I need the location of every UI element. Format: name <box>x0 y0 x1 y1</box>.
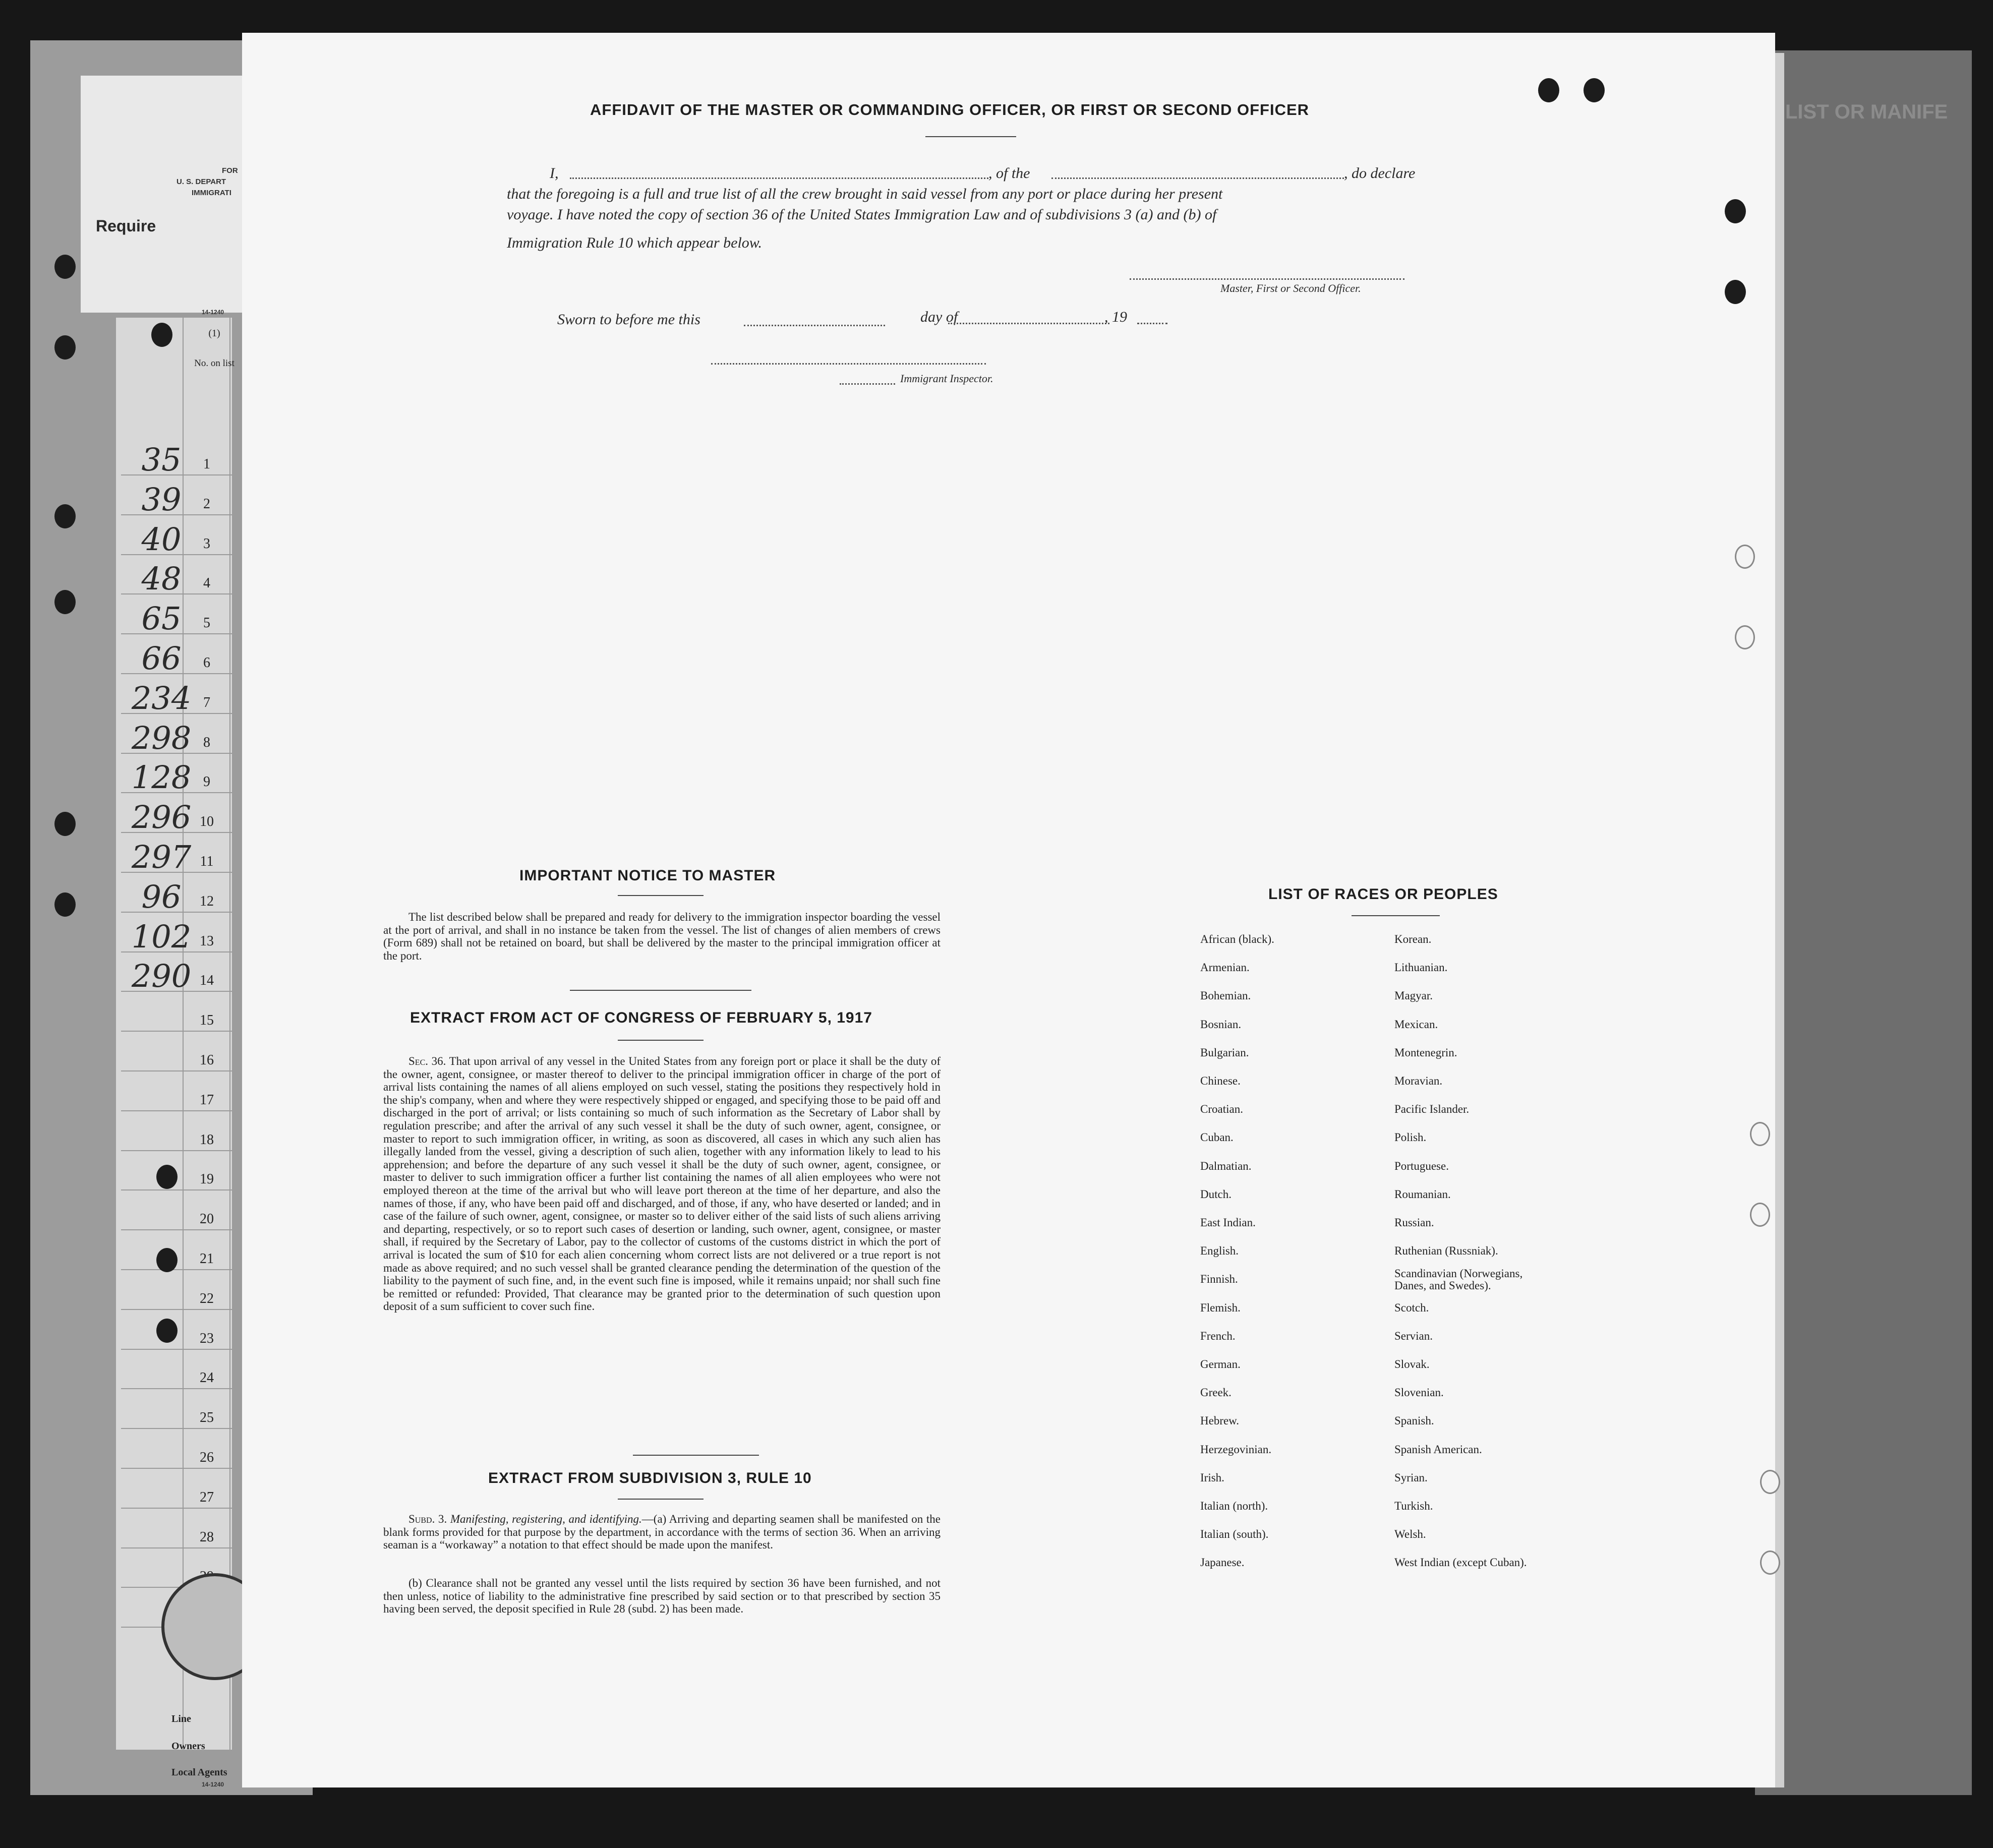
rule-section-lead: Subd. 3. <box>408 1513 447 1525</box>
manifest-form-line-3: IMMIGRATI <box>192 189 231 197</box>
punch-hole <box>151 323 172 347</box>
race-item: Welsh. <box>1394 1528 1426 1541</box>
manifest-row-rule <box>121 1070 232 1071</box>
race-item: Croatian. <box>1200 1103 1243 1116</box>
handwritten-list-number: 296 <box>131 799 192 836</box>
race-item: Servian. <box>1394 1329 1433 1342</box>
manifest-row-number: 19 <box>200 1171 214 1187</box>
master-signature-line <box>1130 278 1404 280</box>
handwritten-list-number: 48 <box>141 560 182 598</box>
handwritten-list-number: 234 <box>131 679 192 717</box>
act-extract-text <box>383 1055 941 1313</box>
affidavit-declare: , do declare <box>1344 165 1416 182</box>
race-item: Scandinavian (Norwegians, Danes, and Swedes). <box>1394 1267 1523 1292</box>
manifest-row-number: 24 <box>200 1370 214 1386</box>
act-section-body: That upon arrival of any vessel in the United States from any foreign port or place it shall be the duty of the owner, agent, consignee, or master thereof to deliver to the principal immigration officer in charge of the port of arrival lists containing the names of all aliens employed on such vessel, stating the positions they respectively hold in the ship's company, when and where they were respectively shipped or engaged, and specifying those to be paid off and discharged in the port of arrival; or lists containing so much of such information as the Secretary of Labor shall by regulation prescribe; and after the arrival of any such vessel it shall be the duty of such owner, agent, consignee, or master to report to such immigration officer, in writing, as soon as discovered, all cases in which any such alien has illegally landed from the vessel, giving a description of such alien, together with any information likely to lead to his apprehension; and before the departure of any such vessel it shall be the duty of such owner, agent, consignee, or master to deliver to such immigration officer a further list containing the names of all alien employees who were not employed thereon at the time of the arrival but who will leave port thereon at the time of her departure, and also the names of those, if any, who have been paid off and discharged, and of those, if any, who have deserted or landed; and in case of the failure of such owner, agent, consignee, or master so to deliver either of the said lists of such aliens arriving and departing, respectively, or so to report such cases of desertion or landing, such owner, agent, consignee, or master shall, if required by the Secretary of Labor, pay to the collector of customs of the customs district in which the port of arrival is located the sum of $10 for each alien concerning whom correct lists are not delivered or a true report is not made as above required; and no such vessel shall be granted clearance pending the determination of the question of the liability to the payment of such fine, and, in the event such fine is imposed, while it remains unpaid; nor shall such fine be remitted or refunded: Provided, That clearance may be granted prior to the determination of such question upon deposit of a sum sufficient to cover such fine. <box>383 1055 941 1313</box>
punch-hole <box>1750 1203 1770 1227</box>
manifest-row-number: 4 <box>203 575 210 591</box>
handwritten-list-number: 298 <box>131 719 192 756</box>
punch-hole <box>1725 280 1746 304</box>
vessel-blank <box>1051 177 1344 179</box>
race-item: Finnish. <box>1200 1273 1238 1286</box>
race-item: Chinese. <box>1200 1075 1241 1087</box>
race-item: Polish. <box>1394 1131 1427 1144</box>
sworn-year-blank <box>1137 323 1167 324</box>
manifest-form-line-1: FOR <box>222 166 238 175</box>
affidavit-line-2: that the foregoing is a full and true list of all the crew brought in said vessel from any port or place during her present <box>507 186 1223 202</box>
race-item: Japanese. <box>1200 1556 1245 1569</box>
race-item: Hebrew. <box>1200 1414 1240 1427</box>
column-rule <box>229 318 230 1750</box>
rule-extract-text-b: (b) Clearance shall not be granted any vessel until the lists required by section 36 have been furnished, and not then unless, notice of liability to the administrative fine prescribed by said section or to that prescribed by section 35 having been served, the deposit specified in Rule 28 (subd. 2) has been made. <box>383 1577 941 1616</box>
manifest-column-index: (1) <box>208 328 220 339</box>
act-title-rule <box>618 1040 704 1041</box>
handwritten-list-number: 40 <box>141 520 182 558</box>
manifest-row-number: 14 <box>200 973 214 989</box>
punch-hole <box>1735 545 1755 569</box>
inspector-signature-label: Immigrant Inspector. <box>900 372 993 385</box>
punch-hole <box>1538 78 1559 102</box>
affidavit-of-the: , of the <box>988 165 1030 182</box>
handwritten-list-number: 39 <box>141 481 182 518</box>
punch-hole <box>1760 1470 1780 1494</box>
manifest-form-number-bottom: 14-1240 <box>202 1781 224 1788</box>
punch-hole <box>54 335 76 360</box>
race-item: Slovenian. <box>1394 1386 1444 1399</box>
manifest-form-line-2: U. S. DEPART <box>177 177 226 186</box>
manifest-require-label: Require <box>96 217 156 235</box>
sworn-year: , 19 <box>1104 309 1127 325</box>
race-item: Greek. <box>1200 1386 1232 1399</box>
rule-title-rule <box>618 1499 704 1500</box>
manifest-row-rule <box>121 1110 232 1111</box>
manifest-row-number: 21 <box>200 1251 214 1267</box>
race-item: French. <box>1200 1329 1236 1342</box>
manifest-row-number: 8 <box>203 734 210 750</box>
race-item: Flemish. <box>1200 1301 1241 1314</box>
race-item: Bohemian. <box>1200 989 1251 1002</box>
act-section-lead: Sec. 36. <box>408 1055 446 1067</box>
manifest-row-number: 1 <box>203 456 210 472</box>
manifest-row-rule <box>121 1229 232 1230</box>
manifest-owners-label: Owners <box>171 1741 205 1752</box>
affidavit-title: AFFIDAVIT OF THE MASTER OR COMMANDING OFFICER, OR FIRST OR SECOND OFFICER <box>590 101 1310 118</box>
inspector-signature-line <box>711 363 986 365</box>
manifest-row-rule <box>121 1269 232 1270</box>
notice-title-rule <box>618 895 704 896</box>
race-item: Moravian. <box>1394 1075 1443 1087</box>
race-item: Pacific Islander. <box>1394 1103 1470 1116</box>
manifest-row-number: 25 <box>200 1410 214 1426</box>
affidavit-line-4: Immigration Rule 10 which appear below. <box>507 234 763 251</box>
manifest-row-rule <box>121 1547 232 1548</box>
race-item: English. <box>1200 1244 1239 1258</box>
punch-hole <box>54 812 76 836</box>
manifest-row-number: 13 <box>200 933 214 949</box>
manifest-row-number: 6 <box>203 655 210 671</box>
handwritten-list-number: 65 <box>141 600 182 637</box>
race-item: Irish. <box>1200 1471 1224 1484</box>
manifest-row-rule <box>121 1508 232 1509</box>
race-item: Spanish. <box>1394 1414 1434 1427</box>
manifest-row-number: 18 <box>200 1131 214 1148</box>
handwritten-list-number: 35 <box>141 441 182 478</box>
manifest-row-rule <box>121 1468 232 1469</box>
race-item: Italian (south). <box>1200 1528 1269 1541</box>
page-edge <box>1775 53 1784 1787</box>
notice-text: The list described below shall be prepared and ready for delivery to the immigration inspector boarding the vessel at the port of arrival, and shall in no instance be taken from the vessel. The list of changes of alien members of crews (Form 689) shall not be retained on board, but shall be delivered by the master to the principal immigration officer at the port. <box>383 911 941 962</box>
manifest-form-number-top: 14-1240 <box>202 309 224 316</box>
manifest-header <box>81 76 262 313</box>
manifest-row-number: 7 <box>203 694 210 710</box>
manifest-local-agents-label: Local Agents <box>171 1767 227 1778</box>
race-item: Korean. <box>1394 933 1432 945</box>
race-item: Portuguese. <box>1394 1159 1449 1172</box>
manifest-row-rule <box>121 1150 232 1151</box>
manifest-row-number: 12 <box>200 893 214 909</box>
race-item: Roumanian. <box>1394 1187 1451 1201</box>
race-item: Ruthenian (Russniak). <box>1394 1244 1498 1258</box>
race-item: Armenian. <box>1200 961 1250 974</box>
manifest-row-number: 26 <box>200 1450 214 1465</box>
affidavit-i: I, <box>550 165 559 182</box>
race-item: Dalmatian. <box>1200 1159 1252 1172</box>
race-item: Lithuanian. <box>1394 961 1448 974</box>
race-item: African (black). <box>1200 933 1274 945</box>
manifest-row-rule <box>121 1031 232 1032</box>
manifest-row-number: 3 <box>203 535 210 552</box>
race-item: Spanish American. <box>1394 1443 1482 1456</box>
races-title: LIST OF RACES OR PEOPLES <box>1268 886 1498 903</box>
handwritten-list-number: 96 <box>141 878 182 915</box>
inspector-prefix-line <box>840 383 895 385</box>
punch-hole <box>1750 1122 1770 1146</box>
manifest-row-rule <box>121 1189 232 1190</box>
race-item: Mexican. <box>1394 1018 1438 1031</box>
sworn-day-of: day of <box>920 309 958 325</box>
act-extract-title: EXTRACT FROM ACT OF CONGRESS OF FEBRUARY 5, 1917 <box>410 1009 872 1026</box>
rule-extract-text-a <box>383 1513 941 1552</box>
race-item: Bulgarian. <box>1200 1046 1249 1059</box>
race-item: East Indian. <box>1200 1216 1256 1229</box>
race-item: German. <box>1200 1358 1241 1370</box>
punch-hole <box>54 255 76 279</box>
back-sheet-heading: LIST OR MANIFE <box>1785 101 1948 123</box>
handwritten-list-number: 102 <box>131 918 192 955</box>
handwritten-list-number: 297 <box>131 839 192 875</box>
manifest-row-rule <box>121 1309 232 1310</box>
race-item: Bosnian. <box>1200 1018 1242 1031</box>
race-item: Dutch. <box>1200 1187 1232 1201</box>
sworn-day-blank <box>744 325 885 326</box>
master-signature-label: Master, First or Second Officer. <box>1220 282 1361 294</box>
punch-hole <box>1735 625 1755 649</box>
race-item: Magyar. <box>1394 989 1433 1002</box>
rule-section-body-a: —(a) Arriving and departing seamen shall be manifested on the blank forms provided for that purpose by the department, in accordance with the terms of section 36. When an arriving seaman is a “workaway” a notation to that effect should be made upon the manifest. <box>383 1513 941 1552</box>
name-blank <box>570 177 988 179</box>
handwritten-list-number: 66 <box>141 640 182 677</box>
punch-hole <box>1725 199 1746 223</box>
sworn-month-blank <box>948 323 1109 324</box>
rule-section-italic: Manifesting, registering, and identifying. <box>450 1513 642 1525</box>
punch-hole <box>156 1165 178 1189</box>
manifest-row-number: 28 <box>200 1529 214 1545</box>
race-item: Cuban. <box>1200 1131 1234 1144</box>
race-item: Herzegovinian. <box>1200 1443 1272 1456</box>
back-sheet <box>1755 50 1972 1795</box>
manifest-row-number: 11 <box>200 854 214 869</box>
manifest-row-number: 27 <box>200 1489 214 1505</box>
race-item: Russian. <box>1394 1216 1434 1229</box>
punch-hole <box>156 1319 178 1343</box>
sworn-before: Sworn to before me this <box>557 311 700 328</box>
manifest-row-number: 22 <box>200 1290 214 1306</box>
punch-hole <box>54 892 76 917</box>
punch-hole <box>1584 78 1605 102</box>
handwritten-list-number: 128 <box>131 759 192 796</box>
title-rule <box>925 136 1016 137</box>
manifest-row-number: 20 <box>200 1211 214 1227</box>
manifest-row-number: 17 <box>200 1092 214 1108</box>
manifest-row-number: 23 <box>200 1330 214 1346</box>
races-title-rule <box>1352 915 1440 916</box>
race-item: Montenegrin. <box>1394 1046 1457 1059</box>
race-item: Scotch. <box>1394 1301 1429 1314</box>
rule-extract-title: EXTRACT FROM SUBDIVISION 3, RULE 10 <box>488 1470 812 1486</box>
race-item: West Indian (except Cuban). <box>1394 1556 1527 1569</box>
manifest-row-rule <box>121 1428 232 1429</box>
handwritten-list-number: 290 <box>131 958 192 995</box>
race-item: Italian (north). <box>1200 1500 1268 1512</box>
act-separator <box>633 1455 759 1456</box>
race-item: Slovak. <box>1394 1358 1430 1370</box>
manifest-row-number: 5 <box>203 615 210 631</box>
affidavit-line-3: voyage. I have noted the copy of section 36 of the United States Immigration Law and of subdivisions 3 (a) and (b) of <box>507 206 1217 223</box>
punch-hole <box>54 590 76 614</box>
race-item: Syrian. <box>1394 1471 1428 1484</box>
manifest-row-number: 2 <box>203 496 210 512</box>
punch-hole <box>1760 1551 1780 1575</box>
manifest-row-rule <box>121 1388 232 1389</box>
punch-hole <box>156 1248 178 1272</box>
manifest-column-header: No. on list <box>194 358 235 369</box>
manifest-row-number: 15 <box>200 1012 214 1029</box>
manifest-line-label: Line <box>171 1713 191 1724</box>
manifest-row-number: 10 <box>200 814 214 830</box>
notice-separator <box>570 990 751 991</box>
manifest-row-number: 9 <box>203 774 210 790</box>
race-item: Turkish. <box>1394 1500 1433 1512</box>
manifest-row-rule <box>121 1349 232 1350</box>
punch-hole <box>54 504 76 528</box>
manifest-row-number: 16 <box>200 1052 214 1068</box>
notice-title: IMPORTANT NOTICE TO MASTER <box>519 867 776 884</box>
